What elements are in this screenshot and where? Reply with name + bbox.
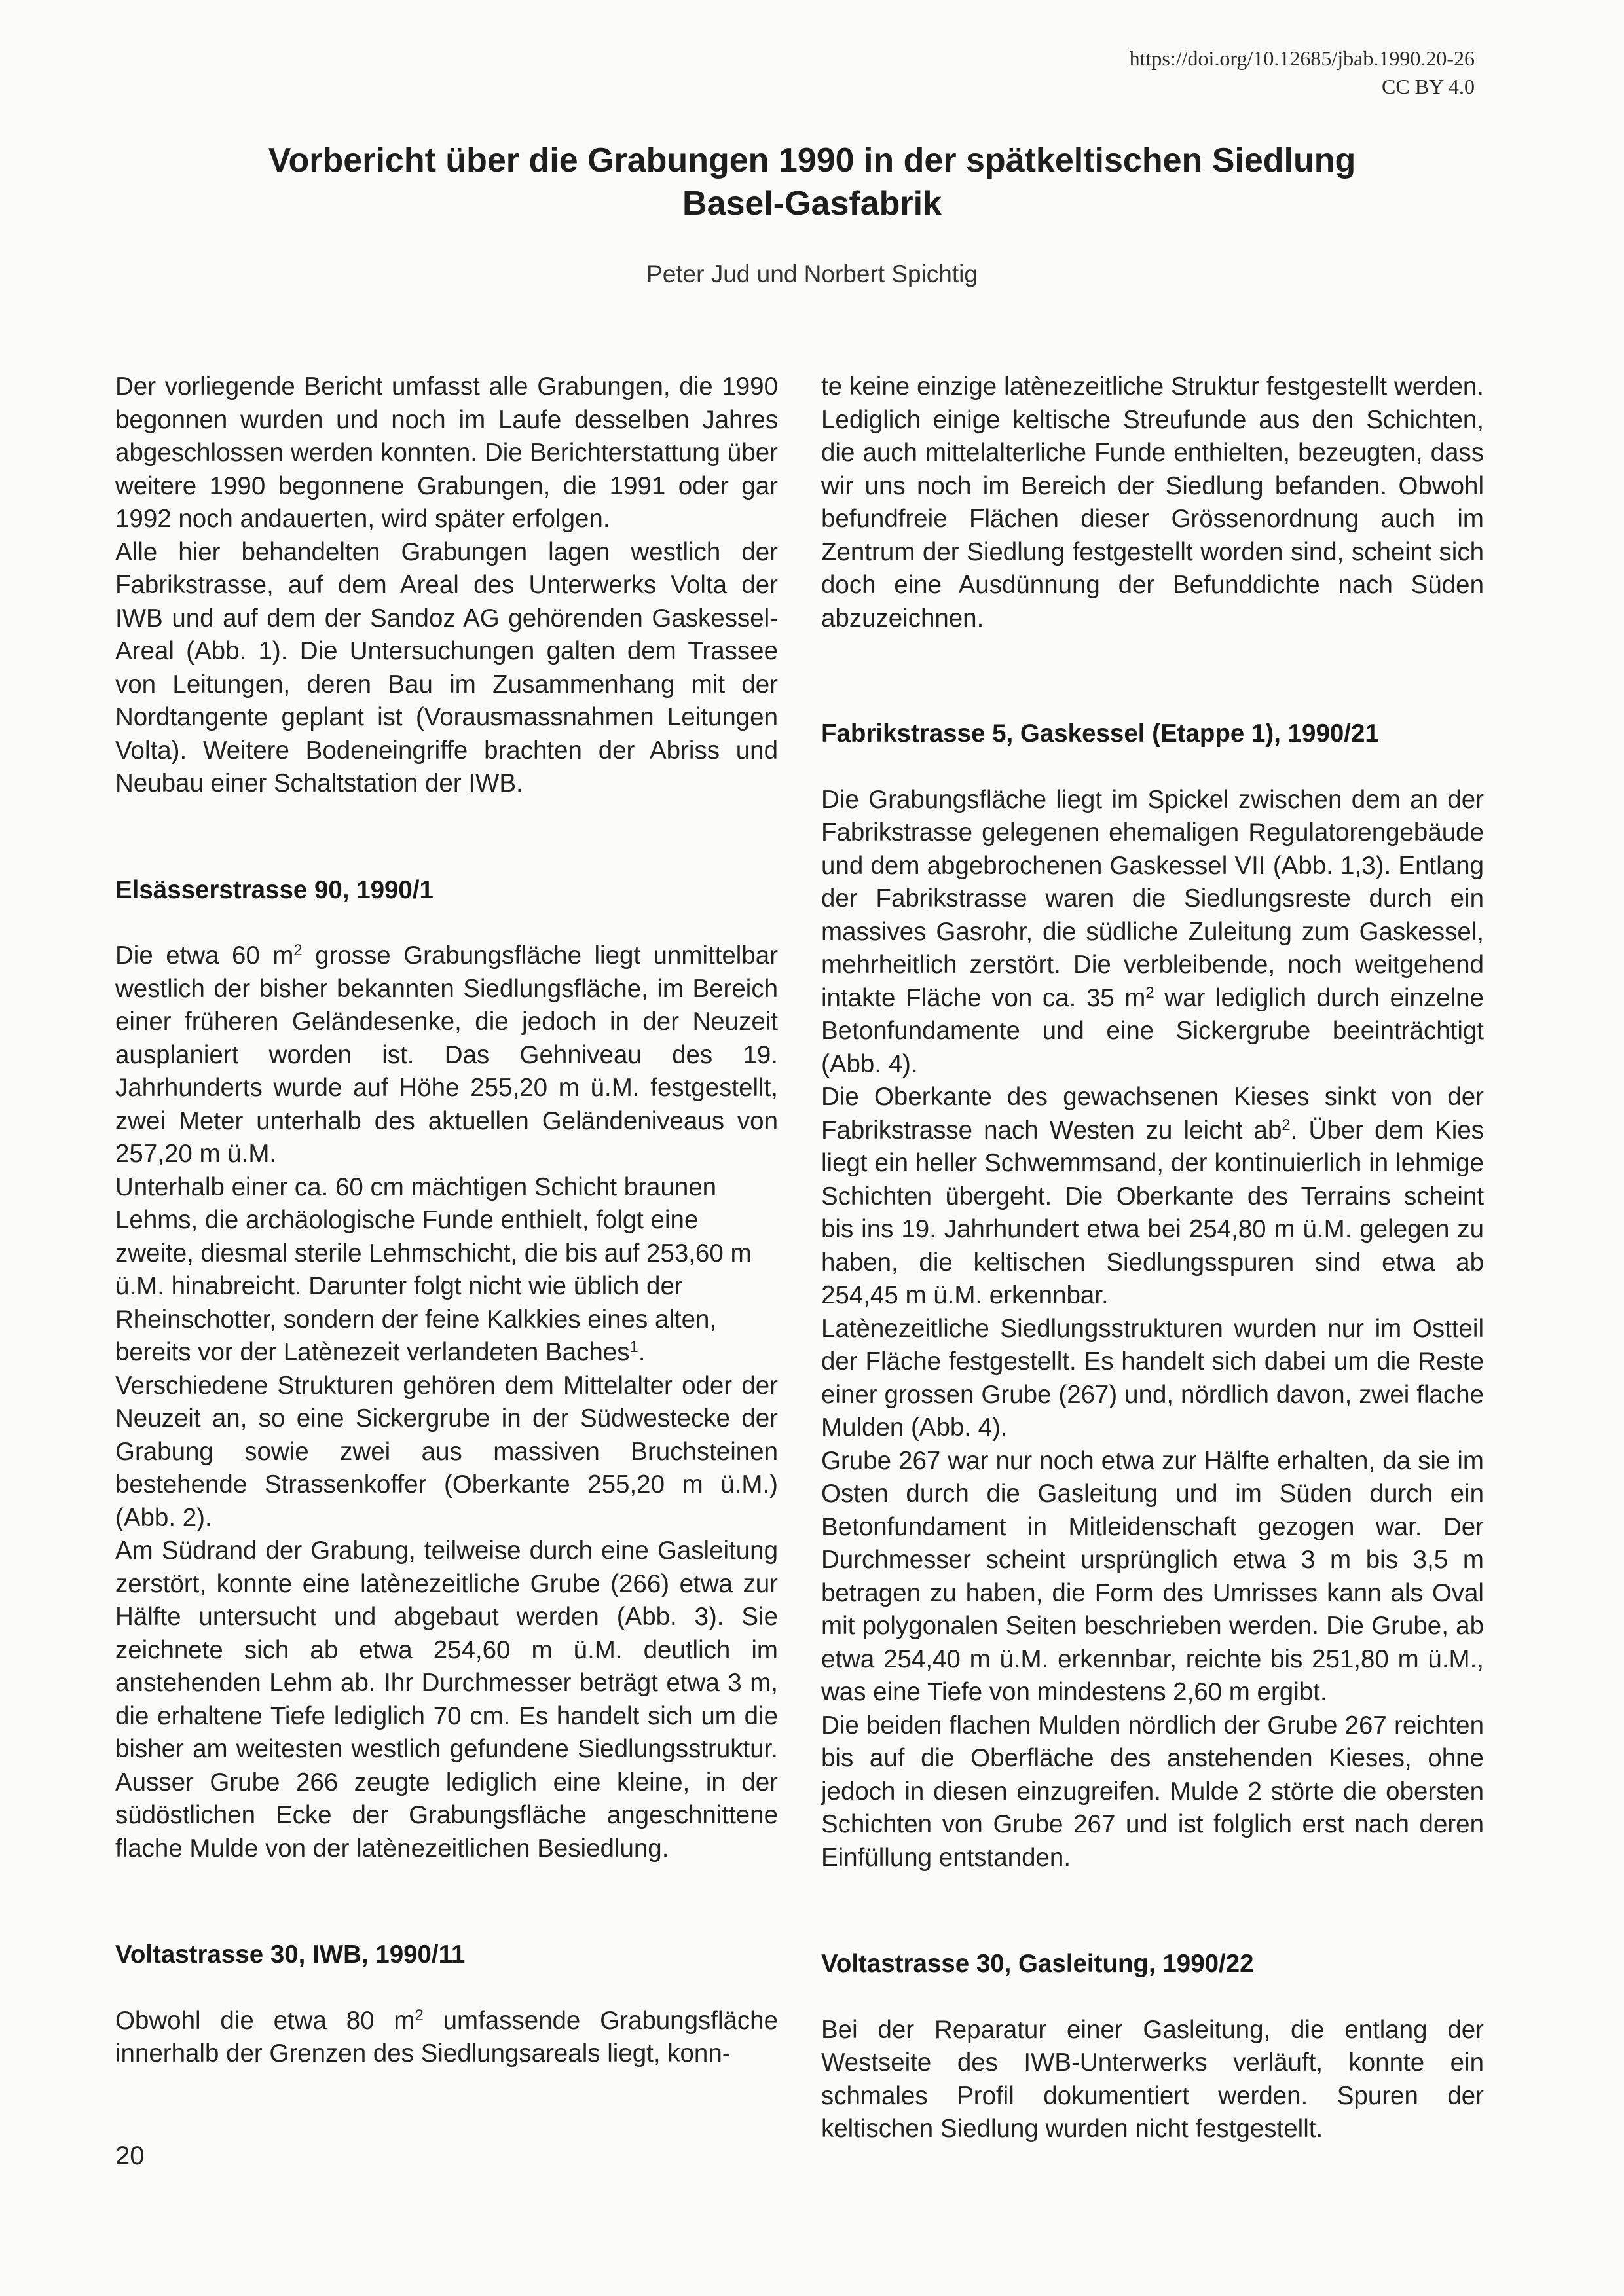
section1-paragraph-3: Verschiedene Strukturen gehören dem Mittelalter oder der Neuzeit an, so eine Sickergrube in der Südwestecke der Grabung sowie zwei aus massiven Bruchsteinen bestehende Strassenkoffer (Oberkante 255,20 m ü.M.) (Abb. 2). bbox=[115, 1371, 778, 1532]
section2-paragraph-1: Obwohl die etwa 80 $m^2$ umfassende Grabungsfläche innerhalb der Grenzen des Siedlungsareals liegt, konn- bbox=[115, 2006, 778, 2068]
left-column bbox=[115, 371, 778, 2071]
page-number: 20 bbox=[115, 2141, 145, 2170]
footnote-ref-1: 1 bbox=[629, 1338, 638, 1356]
right-column bbox=[821, 371, 1484, 2146]
section-heading-voltastrasse-iwb: Voltastrasse 30, IWB, 1990/11 bbox=[115, 1941, 466, 1969]
section-heading-voltastrasse-gasleitung: Voltastrasse 30, Gasleitung, 1990/22 bbox=[821, 1950, 1254, 1978]
article-title bbox=[105, 139, 1519, 225]
intro-paragraph-1: Der vorliegende Bericht umfasst alle Grabungen, die 1990 begonnen wurden und noch im Laufe desselben Jahres abgeschlossen werden konnten. Die Berichterstattung über weitere 1990 begonnene Grabungen, die 1991 oder gar 1992 noch andauerten, wird später erfolgen. bbox=[115, 373, 778, 533]
section4-paragraph-1: Bei der Reparatur einer Gasleitung, die entlang der Westseite des IWB-Unterwerks verläuft, konnte ein schmales Profil dokumentiert werden. Spuren der keltischen Siedlung wurden nicht festgestellt. bbox=[821, 2015, 1484, 2143]
section3-paragraph-3: Latènezeitliche Siedlungsstrukturen wurden nur im Ostteil der Fläche festgestellt. Es handelt sich dabei um die Reste einer grossen Grube (267) und, nördlich davon, zwei flache Mulden (Abb. 4). bbox=[821, 1314, 1484, 1442]
section1-paragraph-2: Unterhalb einer ca. 60 cm mächtigen Schicht braunen Lehms, die archäologische Funde enthielt, folgt eine zweite, diesmal sterile Lehmschicht, die bis auf 253,60 m ü.M. hinabreicht. Darunter folgt nicht wie üblich der Rheinschotter, sondern der feine Kalkkies eines alten, bereits vor der Latènezeit verlandeten Baches$^1$. bbox=[115, 1173, 752, 1366]
section3-paragraph-1: Die Grabungsfläche liegt im Spickel zwischen dem an der Fabrikstrasse gelegenen ehemaligen Regulatorengebäude und dem abgebrochenen Gaskessel VII (Abb. 1,3). Entlang der Fabrikstrasse waren die Siedlungsreste durch ein massives Gasrohr, die südliche Zuleitung zum Gaskessel, mehrheitlich zerstört. Die verbleibende, noch weitgehend intakte Fläche von ca. 35 $m^2$ war lediglich durch einzelne Betonfundamente und eine Sickergrube beeinträchtigt (Abb. 4). bbox=[821, 785, 1484, 1078]
footnote-ref-2: 2 bbox=[1282, 1116, 1291, 1134]
section3-paragraph-2: Die Oberkante des gewachsenen Kieses sinkt von der Fabrikstrasse nach Westen zu leicht $ab^2$. Über dem Kies liegt ein heller Schwemmsand, der kontinuierlich in lehmige Schichten übergeht. Die Oberkante des Terrains scheint bis ins 19. Jahrhundert etwa bei 254,80 m ü.M. gelegen zu haben, die keltischen Siedlungsspuren sind etwa ab 254,45 m ü.M. erkennbar. bbox=[821, 1083, 1484, 1309]
section-heading-elsaesserstrasse: Elsässerstrasse 90, 1990/1 bbox=[115, 875, 434, 904]
title-line-1: Vorbericht über die Grabungen 1990 in der spätkeltischen Siedlung bbox=[268, 141, 1356, 179]
article-authors: Peter Jud und Norbert Spichtig bbox=[646, 261, 978, 287]
section1-paragraph-1: Die etwa 60 $m^2$ grosse Grabungsfläche liegt unmittelbar westlich der bisher bekannten Siedlungsfläche, im Bereich einer früheren Geländesenke, die jedoch in der Neuzeit ausplaniert worden ist. Das Gehniveau des 19. Jahrhunderts wurde auf Höhe 255,20 m ü.M. festgestellt, zwei Meter unterhalb des aktuellen Geländeniveaus von 257,20 m ü.M. bbox=[115, 941, 779, 1168]
section2-continuation: te keine einzige latènezeitliche Struktur festgestellt werden. Lediglich einige keltische Streufunde aus den Schichten, die auch mittelalterliche Funde enthielten, bezeugten, dass wir uns noch im Bereich der Siedlung befanden. Obwohl befundfreie Flächen dieser Grössenordnung auch im Zentrum der Siedlung festgestellt worden sind, scheint sich doch eine Ausdünnung der Befunddichte nach Süden abzuzeichnen. bbox=[821, 373, 1484, 632]
title-line-2: Basel-Gasfabrik bbox=[682, 185, 942, 223]
section-heading-fabrikstrasse: Fabrikstrasse 5, Gaskessel (Etappe 1), 1990/21 bbox=[821, 720, 1379, 748]
intro-paragraph-2: Alle hier behandelten Grabungen lagen westlich der Fabrikstrasse, auf dem Areal des Unterwerks Volta der IWB und auf dem der Sandoz AG gehörenden Gaskessel-Areal (Abb. 1). Die Untersuchungen galten dem Trassee von Leitungen, deren Bau im Zusammenhang mit der Nordtangente geplant ist (Vorausmassnahmen Leitungen Volta). Weitere Bodeneingriffe brachten der Abriss und Neubau einer Schaltstation der IWB. bbox=[115, 538, 778, 797]
license-label: CC BY 4.0 bbox=[1382, 75, 1475, 98]
section3-paragraph-4: Grube 267 war nur noch etwa zur Hälfte erhalten, da sie im Osten durch die Gasleitung und im Süden durch ein Betonfundament in Mitleidenschaft gezogen war. Der Durchmesser scheint ursprünglich etwa 3 m bis 3,5 m betragen zu haben, die Form des Umrisses kann als Oval mit polygonalen Seiten beschrieben werden. Die Grube, ab etwa 254,40 m ü.M. erkennbar, reichte bis 251,80 m ü.M., was eine Tiefe von mindestens 2,60 m ergibt. bbox=[821, 1446, 1484, 1706]
doi-link[interactable]: https://doi.org/10.12685/jbab.1990.20-26 bbox=[1129, 46, 1475, 70]
section3-paragraph-5: Die beiden flachen Mulden nördlich der Grube 267 reichten bis auf die Oberfläche des anstehenden Kieses, ohne jedoch in diesen einzugreifen. Mulde 2 störte die obersten Schichten von Grube 267 und ist folglich erst nach deren Einfüllung entstanden. bbox=[821, 1711, 1484, 1872]
section1-paragraph-4: Am Südrand der Grabung, teilweise durch eine Gasleitung zerstört, konnte eine latènezeitliche Grube (266) etwa zur Hälfte untersucht und abgebaut werden (Abb. 3). Sie zeichnete sich ab etwa 254,60 m ü.M. deutlich im anstehenden Lehm ab. Ihr Durchmesser beträgt etwa 3 m, die erhaltene Tiefe lediglich 70 cm. Es handelt sich um die bisher am weitesten westlich gefundene Siedlungsstruktur. Ausser Grube 266 zeugte lediglich eine kleine, in der südöstlichen Ecke der Grabungsfläche angeschnittene flache Mulde von der latènezeitlichen Besiedlung. bbox=[115, 1537, 778, 1863]
doi-header bbox=[1130, 45, 1475, 101]
